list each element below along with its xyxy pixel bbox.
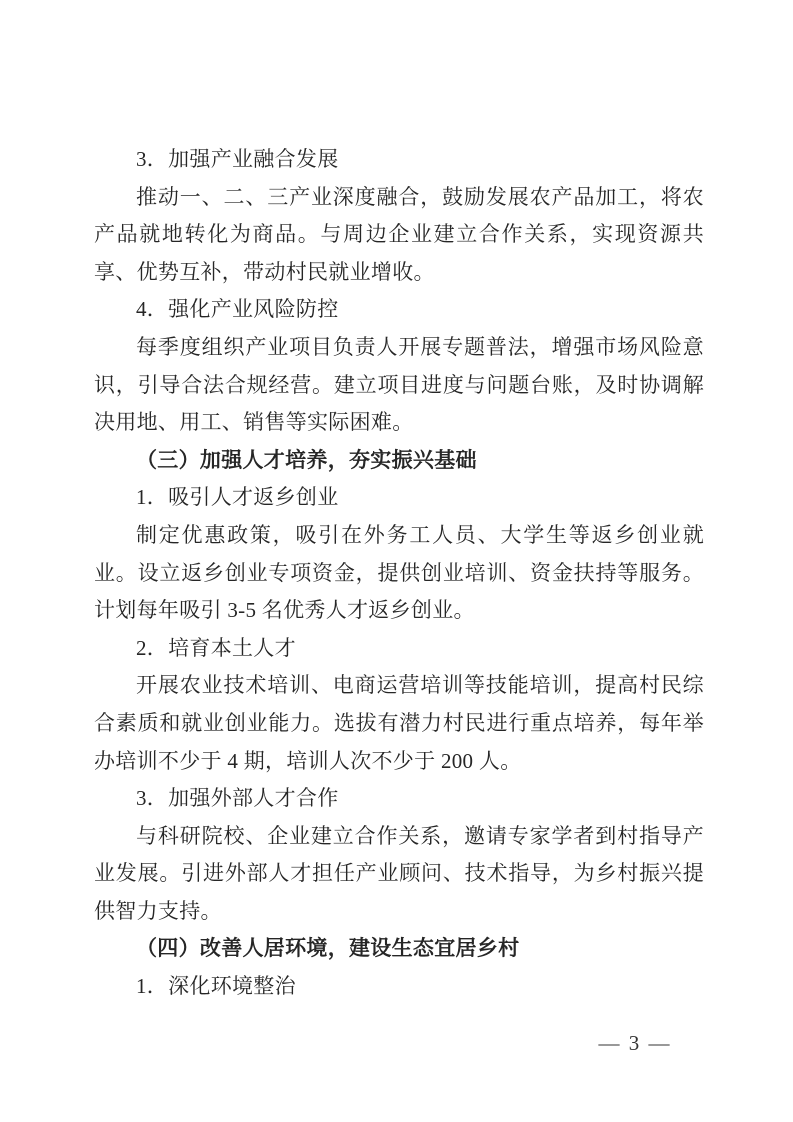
body-paragraph: 每季度组织产业项目负责人开展专题普法，增强市场风险意识，引导合法合规经营。建立项目进度与问题台账，及时协调解决用地、用工、销售等实际困难。	[94, 334, 704, 435]
section-heading: （四）改善人居环境，建设生态宜居乡村	[136, 936, 520, 961]
sub-heading: 1．深化环境整治	[136, 974, 296, 999]
sub-heading: 1．吸引人才返乡创业	[136, 485, 339, 510]
section-heading: （三）加强人才培养，夯实振兴基础	[136, 447, 477, 472]
body-paragraph: 开展农业技术培训、电商运营培训等技能培训，提高村民综合素质和就业创业能力。选拔有潜力村民进行重点培养，每年举办培训不少于 4 期，培训人次不少于 200 人。	[94, 673, 704, 773]
page-number: — 3 —	[598, 1031, 672, 1055]
sub-heading: 4．强化产业风险防控	[136, 297, 339, 322]
sub-heading: 3．加强外部人才合作	[136, 786, 339, 811]
sub-heading: 2．培育本土人才	[136, 635, 296, 660]
sub-heading: 3．加强产业融合发展	[136, 147, 339, 171]
body-paragraph: 推动一、二、三产业深度融合，鼓励发展农产品加工，将农产品就地转化为商品。与周边企业建立合作关系，实现资源共享、优势互补，带动村民就业增收。	[94, 184, 704, 284]
document-content	[94, 141, 704, 1006]
body-paragraph: 制定优惠政策，吸引在外务工人员、大学生等返乡创业就业。设立返乡创业专项资金，提供创业培训、资金扶持等服务。计划每年吸引 3-5 名优秀人才返乡创业。	[94, 522, 704, 623]
body-paragraph: 与科研院校、企业建立合作关系，邀请专家学者到村指导产业发展。引进外部人才担任产业顾问、技术指导，为乡村振兴提供智力支持。	[94, 823, 704, 923]
